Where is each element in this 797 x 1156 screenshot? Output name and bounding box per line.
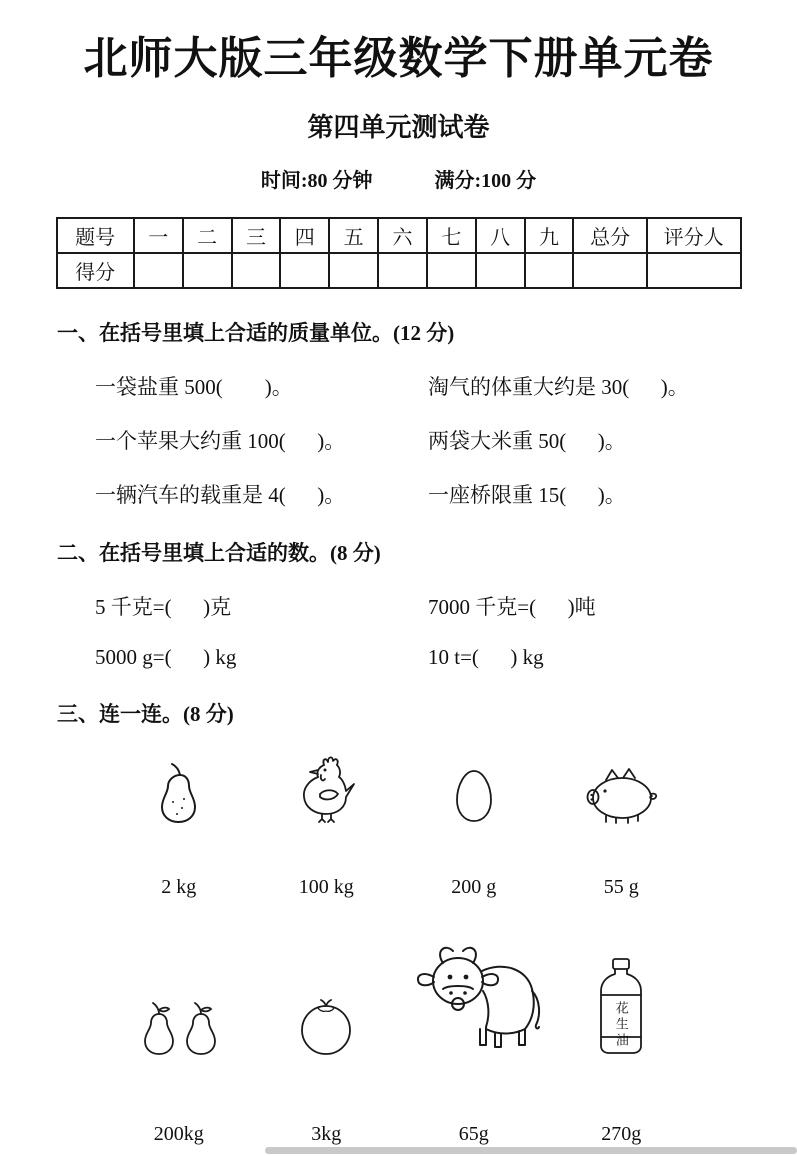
question-item: 一座桥限重 15( )。 xyxy=(428,482,626,507)
egg-icon xyxy=(451,768,497,824)
match-cell xyxy=(253,744,401,824)
section-1-heading: 一、在括号里填上合适的质量单位。(12 分) xyxy=(57,320,455,345)
question-row xyxy=(0,479,797,509)
score-table-score-row xyxy=(57,253,741,288)
weight-label: 65g xyxy=(458,1122,489,1145)
match-cell xyxy=(548,929,696,1057)
score-table-header-cell: 八 xyxy=(476,218,525,253)
weight-label: 200 g xyxy=(451,875,497,898)
question-item: 5 千克=( )克 xyxy=(95,594,232,619)
score-table-header-cell: 题号 xyxy=(57,218,134,253)
score-cell-empty xyxy=(647,253,741,288)
score-row-label: 得分 xyxy=(57,253,134,288)
cow-icon xyxy=(403,941,545,1057)
match-labels-row-2 xyxy=(105,1123,695,1146)
match-figures-row-1 xyxy=(105,744,695,824)
score-table xyxy=(56,217,742,289)
question-item: 10 t=( ) kg xyxy=(428,644,544,669)
pig-icon xyxy=(582,766,660,824)
horizontal-scrollbar[interactable] xyxy=(265,1147,797,1154)
weight-label: 270g xyxy=(601,1122,642,1145)
question-item: 7000 千克=( )吨 xyxy=(428,594,596,619)
exam-info-line xyxy=(0,164,797,193)
score-table-header-cell: 五 xyxy=(329,218,378,253)
score-cell-empty xyxy=(427,253,476,288)
score-cell-empty xyxy=(476,253,525,288)
score-cell-empty xyxy=(573,253,646,288)
score-table-header-cell: 四 xyxy=(280,218,329,253)
question-row xyxy=(0,425,797,455)
match-labels-row-1 xyxy=(105,876,695,899)
match-cell xyxy=(548,744,696,824)
question-row xyxy=(0,591,797,621)
question-item: 一个苹果大约重 100( )。 xyxy=(95,428,346,453)
match-cell xyxy=(105,929,253,1057)
oil-bottle-label: 花生油 xyxy=(613,1000,629,1049)
section-2-heading: 二、在括号里填上合适的数。(8 分) xyxy=(57,540,381,565)
match-cell xyxy=(400,929,548,1057)
time-label: 时间:80 分钟 xyxy=(260,169,373,192)
score-cell-empty xyxy=(329,253,378,288)
score-cell-empty xyxy=(525,253,574,288)
question-item: 一袋盐重 500( )。 xyxy=(95,374,293,399)
score-table-header-row xyxy=(57,218,741,253)
question-item: 淘气的体重大约是 30( )。 xyxy=(428,374,689,399)
two-pears-icon xyxy=(139,999,219,1057)
section-3-heading: 三、连一连。(8 分) xyxy=(57,701,234,726)
full-score-label: 满分:100 分 xyxy=(434,169,537,192)
question-item: 5000 g=( ) kg xyxy=(95,644,237,669)
pear-icon xyxy=(156,762,201,824)
match-figures-row-2 xyxy=(105,929,695,1057)
score-table-header-cell: 九 xyxy=(525,218,574,253)
weight-label: 100 kg xyxy=(298,875,354,898)
weight-label: 55 g xyxy=(603,875,639,898)
score-cell-empty xyxy=(232,253,281,288)
weight-label: 2 kg xyxy=(161,875,197,898)
score-table-header-cell: 六 xyxy=(378,218,427,253)
question-row xyxy=(0,645,797,670)
score-cell-empty xyxy=(183,253,232,288)
orange-icon xyxy=(297,997,355,1057)
oil-bottle-icon xyxy=(592,957,650,1057)
match-cell xyxy=(105,744,253,824)
score-cell-empty xyxy=(134,253,183,288)
question-row xyxy=(0,371,797,401)
score-cell-empty xyxy=(280,253,329,288)
weight-label: 200kg xyxy=(153,1122,204,1145)
match-cell xyxy=(253,929,401,1057)
page-title: 北师大版三年级数学下册单元卷 xyxy=(83,34,714,83)
score-table-header-cell: 总分 xyxy=(573,218,646,253)
page-subtitle: 第四单元测试卷 xyxy=(307,112,490,142)
score-table-header-cell: 三 xyxy=(232,218,281,253)
score-cell-empty xyxy=(378,253,427,288)
score-table-header-cell: 一 xyxy=(134,218,183,253)
question-item: 一辆汽车的载重是 4( )。 xyxy=(95,482,346,507)
score-table-header-cell: 二 xyxy=(183,218,232,253)
weight-label: 3kg xyxy=(311,1122,342,1145)
match-cell xyxy=(400,744,548,824)
score-table-header-cell: 评分人 xyxy=(647,218,741,253)
chicken-icon xyxy=(295,754,357,824)
score-table-header-cell: 七 xyxy=(427,218,476,253)
question-item: 两袋大米重 50( )。 xyxy=(428,428,626,453)
